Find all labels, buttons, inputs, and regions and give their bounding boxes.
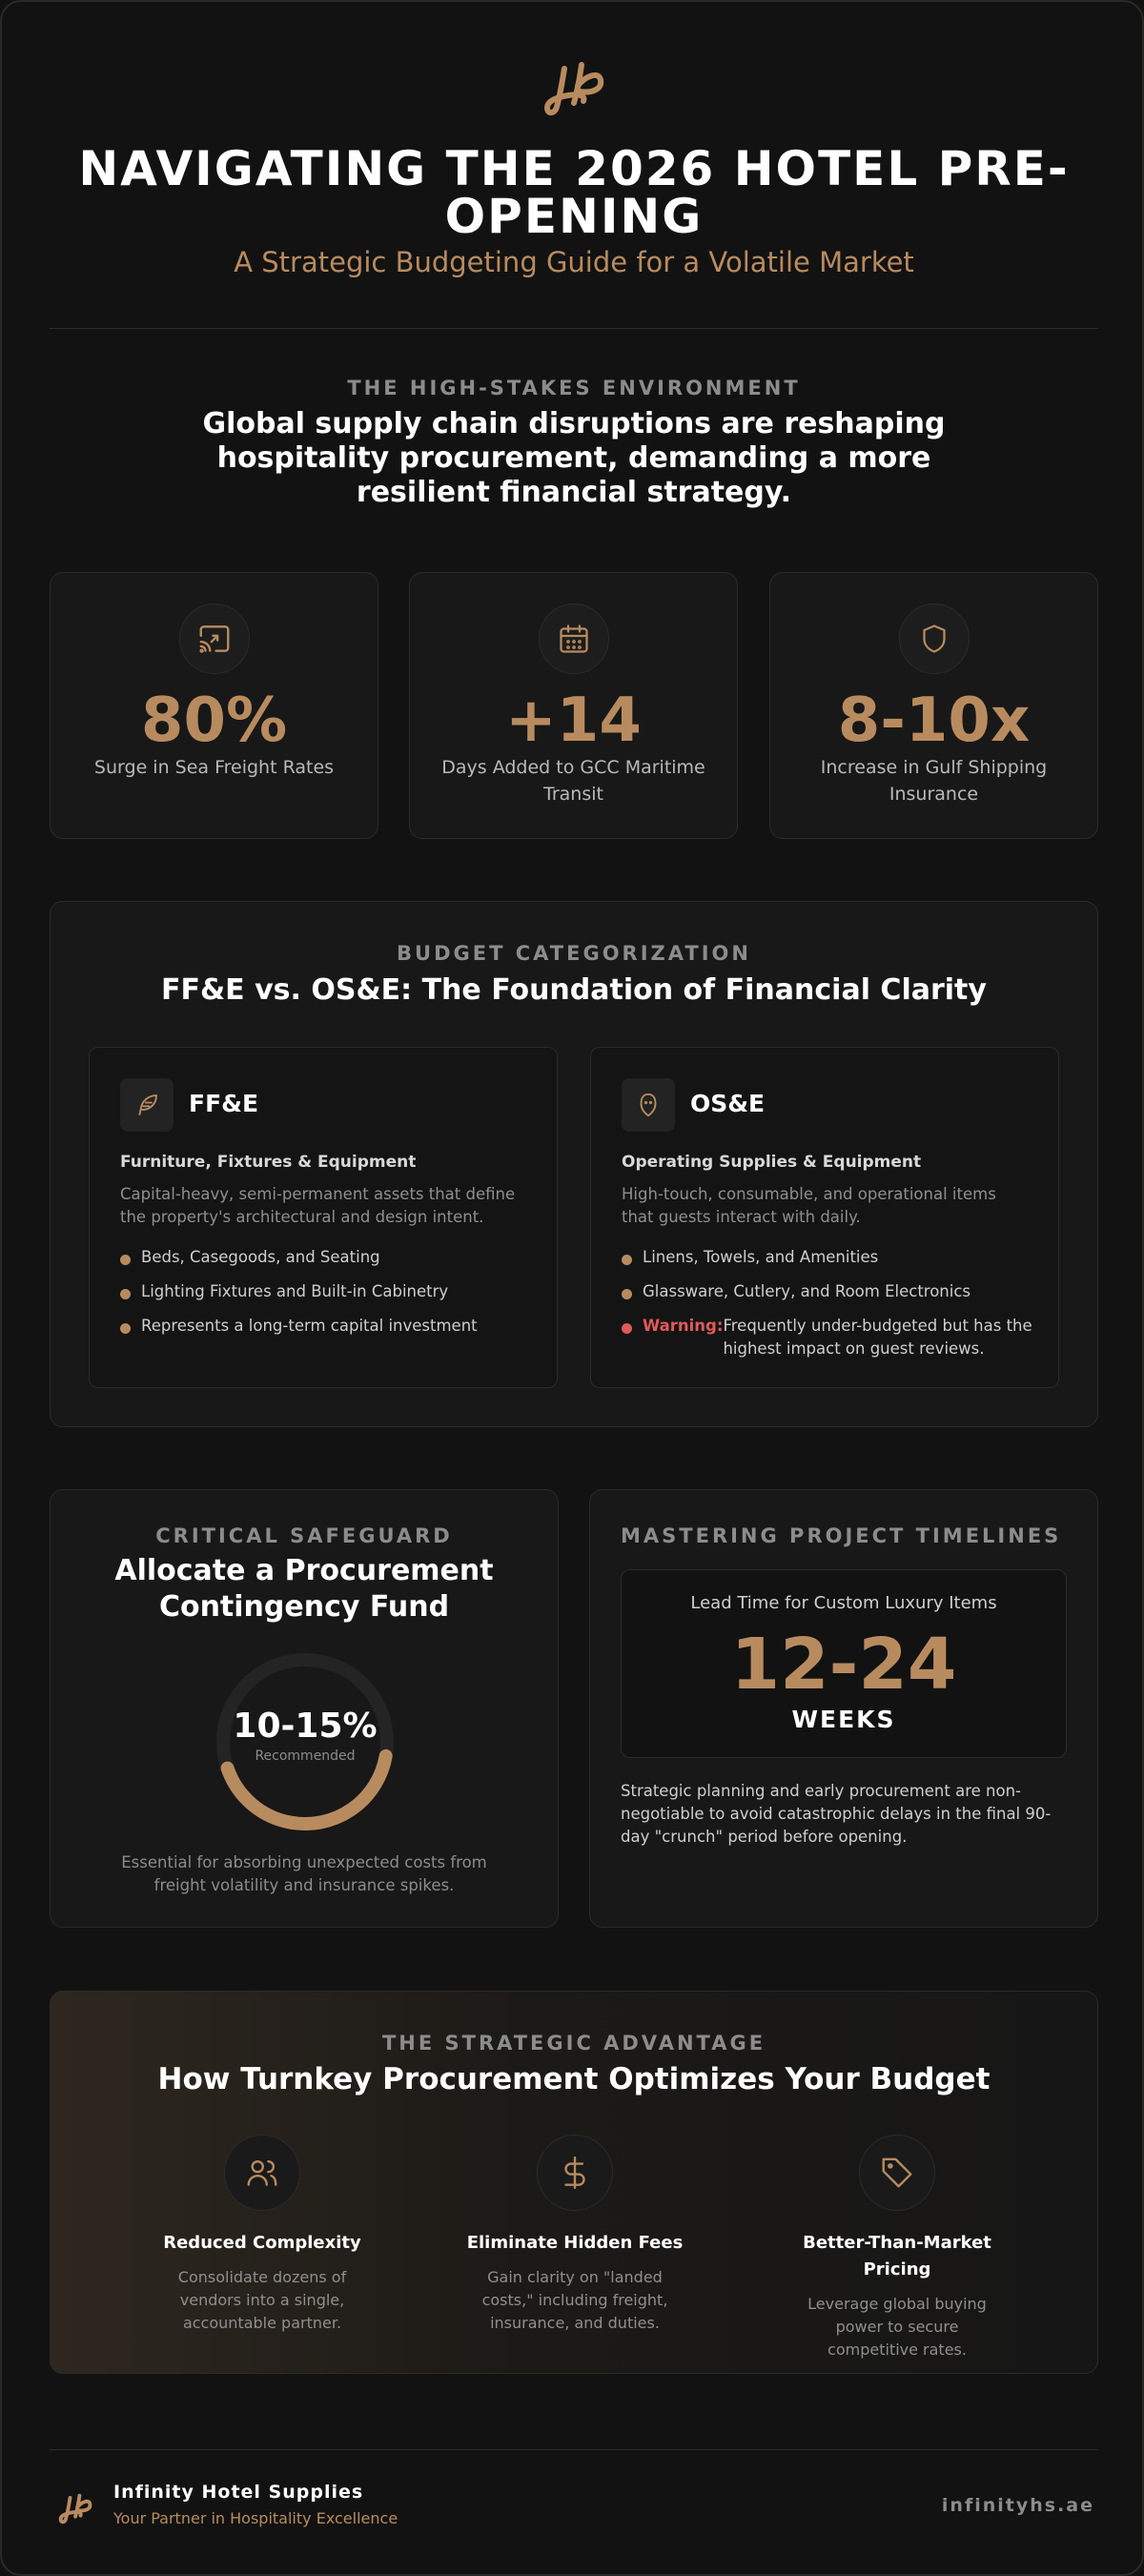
- calendar-icon: [539, 603, 609, 674]
- warning-label: Warning:: [643, 1317, 724, 1335]
- timelines-section: [589, 1489, 1098, 1928]
- timelines-note: Strategic planning and early procurement are non-negotiable to avoid catastrophic delays in the final 90-day "crunch" period before opening.: [621, 1782, 1052, 1846]
- page-subtitle: A Strategic Budgeting Guide for a Volatile Market: [234, 246, 914, 278]
- dollar-icon: [537, 2135, 613, 2211]
- stat-value: +14: [505, 685, 642, 756]
- bullet-dot: [622, 1255, 632, 1265]
- shield-icon: [899, 603, 970, 674]
- bullet-dot: [120, 1255, 131, 1265]
- ose-name: OS&E: [690, 1090, 766, 1117]
- budget-eyebrow: BUDGET CATEGORIZATION: [397, 942, 751, 965]
- stat-card-freight: [50, 572, 378, 839]
- lead-time-box: [621, 1569, 1067, 1758]
- warning-dot: [622, 1323, 632, 1334]
- safeguard-eyebrow: CRITICAL SAFEGUARD: [155, 1524, 453, 1547]
- ffe-list: [120, 1246, 534, 1349]
- list-item: [120, 1246, 534, 1269]
- safeguard-note: Essential for absorbing unexpected costs from freight volatility and insurance spikes.: [121, 1853, 487, 1894]
- ose-card: [590, 1047, 1059, 1388]
- users-icon: [224, 2135, 300, 2211]
- stat-label: Days Added to GCC Maritime Transit: [441, 757, 705, 805]
- list-item-text: Beds, Casegoods, and Seating: [141, 1248, 380, 1266]
- brand-logo-icon: [536, 51, 612, 128]
- environment-eyebrow: THE HIGH-STAKES ENVIRONMENT: [347, 377, 801, 399]
- footer-divider: [50, 2449, 1098, 2450]
- budget-section: [50, 901, 1098, 1427]
- stat-value: 8-10x: [837, 685, 1031, 756]
- ship-cast-icon: [179, 603, 250, 674]
- list-item-text: Lighting Fixtures and Built-in Cabinetry: [141, 1282, 449, 1300]
- ffe-name: FF&E: [189, 1090, 259, 1117]
- feather-icon: [120, 1078, 174, 1132]
- brand-logo-icon: [54, 2488, 96, 2530]
- bullet-dot: [622, 1289, 632, 1299]
- ffe-card: [89, 1047, 558, 1388]
- contingency-value: 10-15%: [233, 1707, 378, 1746]
- advantage-eyebrow: THE STRATEGIC ADVANTAGE: [381, 2032, 766, 2055]
- list-item-text: Represents a long-term capital investment: [141, 1317, 478, 1335]
- bell-icon: [622, 1078, 675, 1132]
- lead-time-value: 12-24: [730, 1624, 957, 1706]
- advantage-item: [138, 2135, 386, 2335]
- tag-icon: [859, 2135, 935, 2211]
- advantage-title: How Turnkey Procurement Optimizes Your Budget: [157, 2062, 991, 2096]
- advantage-section: [50, 1991, 1098, 2374]
- advantage-item-title: Reduced Complexity: [163, 2233, 361, 2253]
- company-tagline: Your Partner in Hospitality Excellence: [113, 2509, 398, 2527]
- list-item: [120, 1280, 534, 1303]
- advantage-item: [773, 2135, 1021, 2361]
- page-title: NAVIGATING THE 2026 HOTEL PRE-OPENING: [78, 141, 1070, 244]
- bullet-dot: [120, 1289, 131, 1299]
- bullet-dot: [120, 1323, 131, 1334]
- contingency-sublabel: Recommended: [255, 1748, 356, 1764]
- ose-full-name: Operating Supplies & Equipment: [622, 1153, 922, 1172]
- advantage-item-desc: Gain clarity on "landed costs," including freight, insurance, and duties.: [481, 2268, 668, 2332]
- budget-title: FF&E vs. OS&E: The Foundation of Financial Clarity: [161, 973, 987, 1007]
- safeguard-section: [50, 1489, 559, 1928]
- ose-description: High-touch, consumable, and operational items that guests interact with daily.: [622, 1185, 996, 1226]
- list-item-text: Glassware, Cutlery, and Room Electronics: [643, 1282, 971, 1300]
- stat-label: Increase in Gulf Shipping Insurance: [820, 757, 1048, 805]
- stat-value: 80%: [140, 685, 288, 756]
- warning-text: Frequently under-budgeted but has the highest impact on guest reviews.: [723, 1317, 1032, 1358]
- ose-list: [622, 1246, 1035, 1372]
- website-link[interactable]: infinityhs.ae: [941, 2495, 1094, 2516]
- warning-item: [622, 1315, 1035, 1360]
- timelines-eyebrow: MASTERING PROJECT TIMELINES: [621, 1524, 1062, 1547]
- stat-card-transit: [409, 572, 738, 839]
- advantage-item-desc: Consolidate dozens of vendors into a single, accountable partner.: [177, 2268, 347, 2332]
- stat-card-insurance: [769, 572, 1098, 839]
- ffe-full-name: Furniture, Fixtures & Equipment: [120, 1153, 417, 1172]
- list-item: [120, 1315, 534, 1338]
- ffe-description: Capital-heavy, semi-permanent assets that define the property's architectural and design intent.: [120, 1185, 516, 1226]
- list-item: [622, 1246, 1035, 1269]
- company-name: Infinity Hotel Supplies: [113, 2482, 364, 2503]
- advantage-item: [451, 2135, 699, 2335]
- environment-headline: Global supply chain disruptions are reshaping hospitality procurement, demanding a more resilient financial strategy.: [202, 407, 946, 509]
- lead-time-label: Lead Time for Custom Luxury Items: [690, 1593, 997, 1613]
- list-item-text: Linens, Towels, and Amenities: [643, 1248, 879, 1266]
- lead-time-unit: WEEKS: [791, 1706, 896, 1733]
- stat-label: Surge in Sea Freight Rates: [93, 757, 335, 778]
- advantage-item-title: Better-Than-Market Pricing: [803, 2233, 991, 2280]
- advantage-item-desc: Leverage global buying power to secure competitive rates.: [807, 2295, 987, 2359]
- header-divider: [50, 328, 1098, 329]
- advantage-item-title: Eliminate Hidden Fees: [466, 2233, 684, 2253]
- list-item: [622, 1280, 1035, 1303]
- safeguard-title: Allocate a Procurement Contingency Fund: [114, 1554, 494, 1624]
